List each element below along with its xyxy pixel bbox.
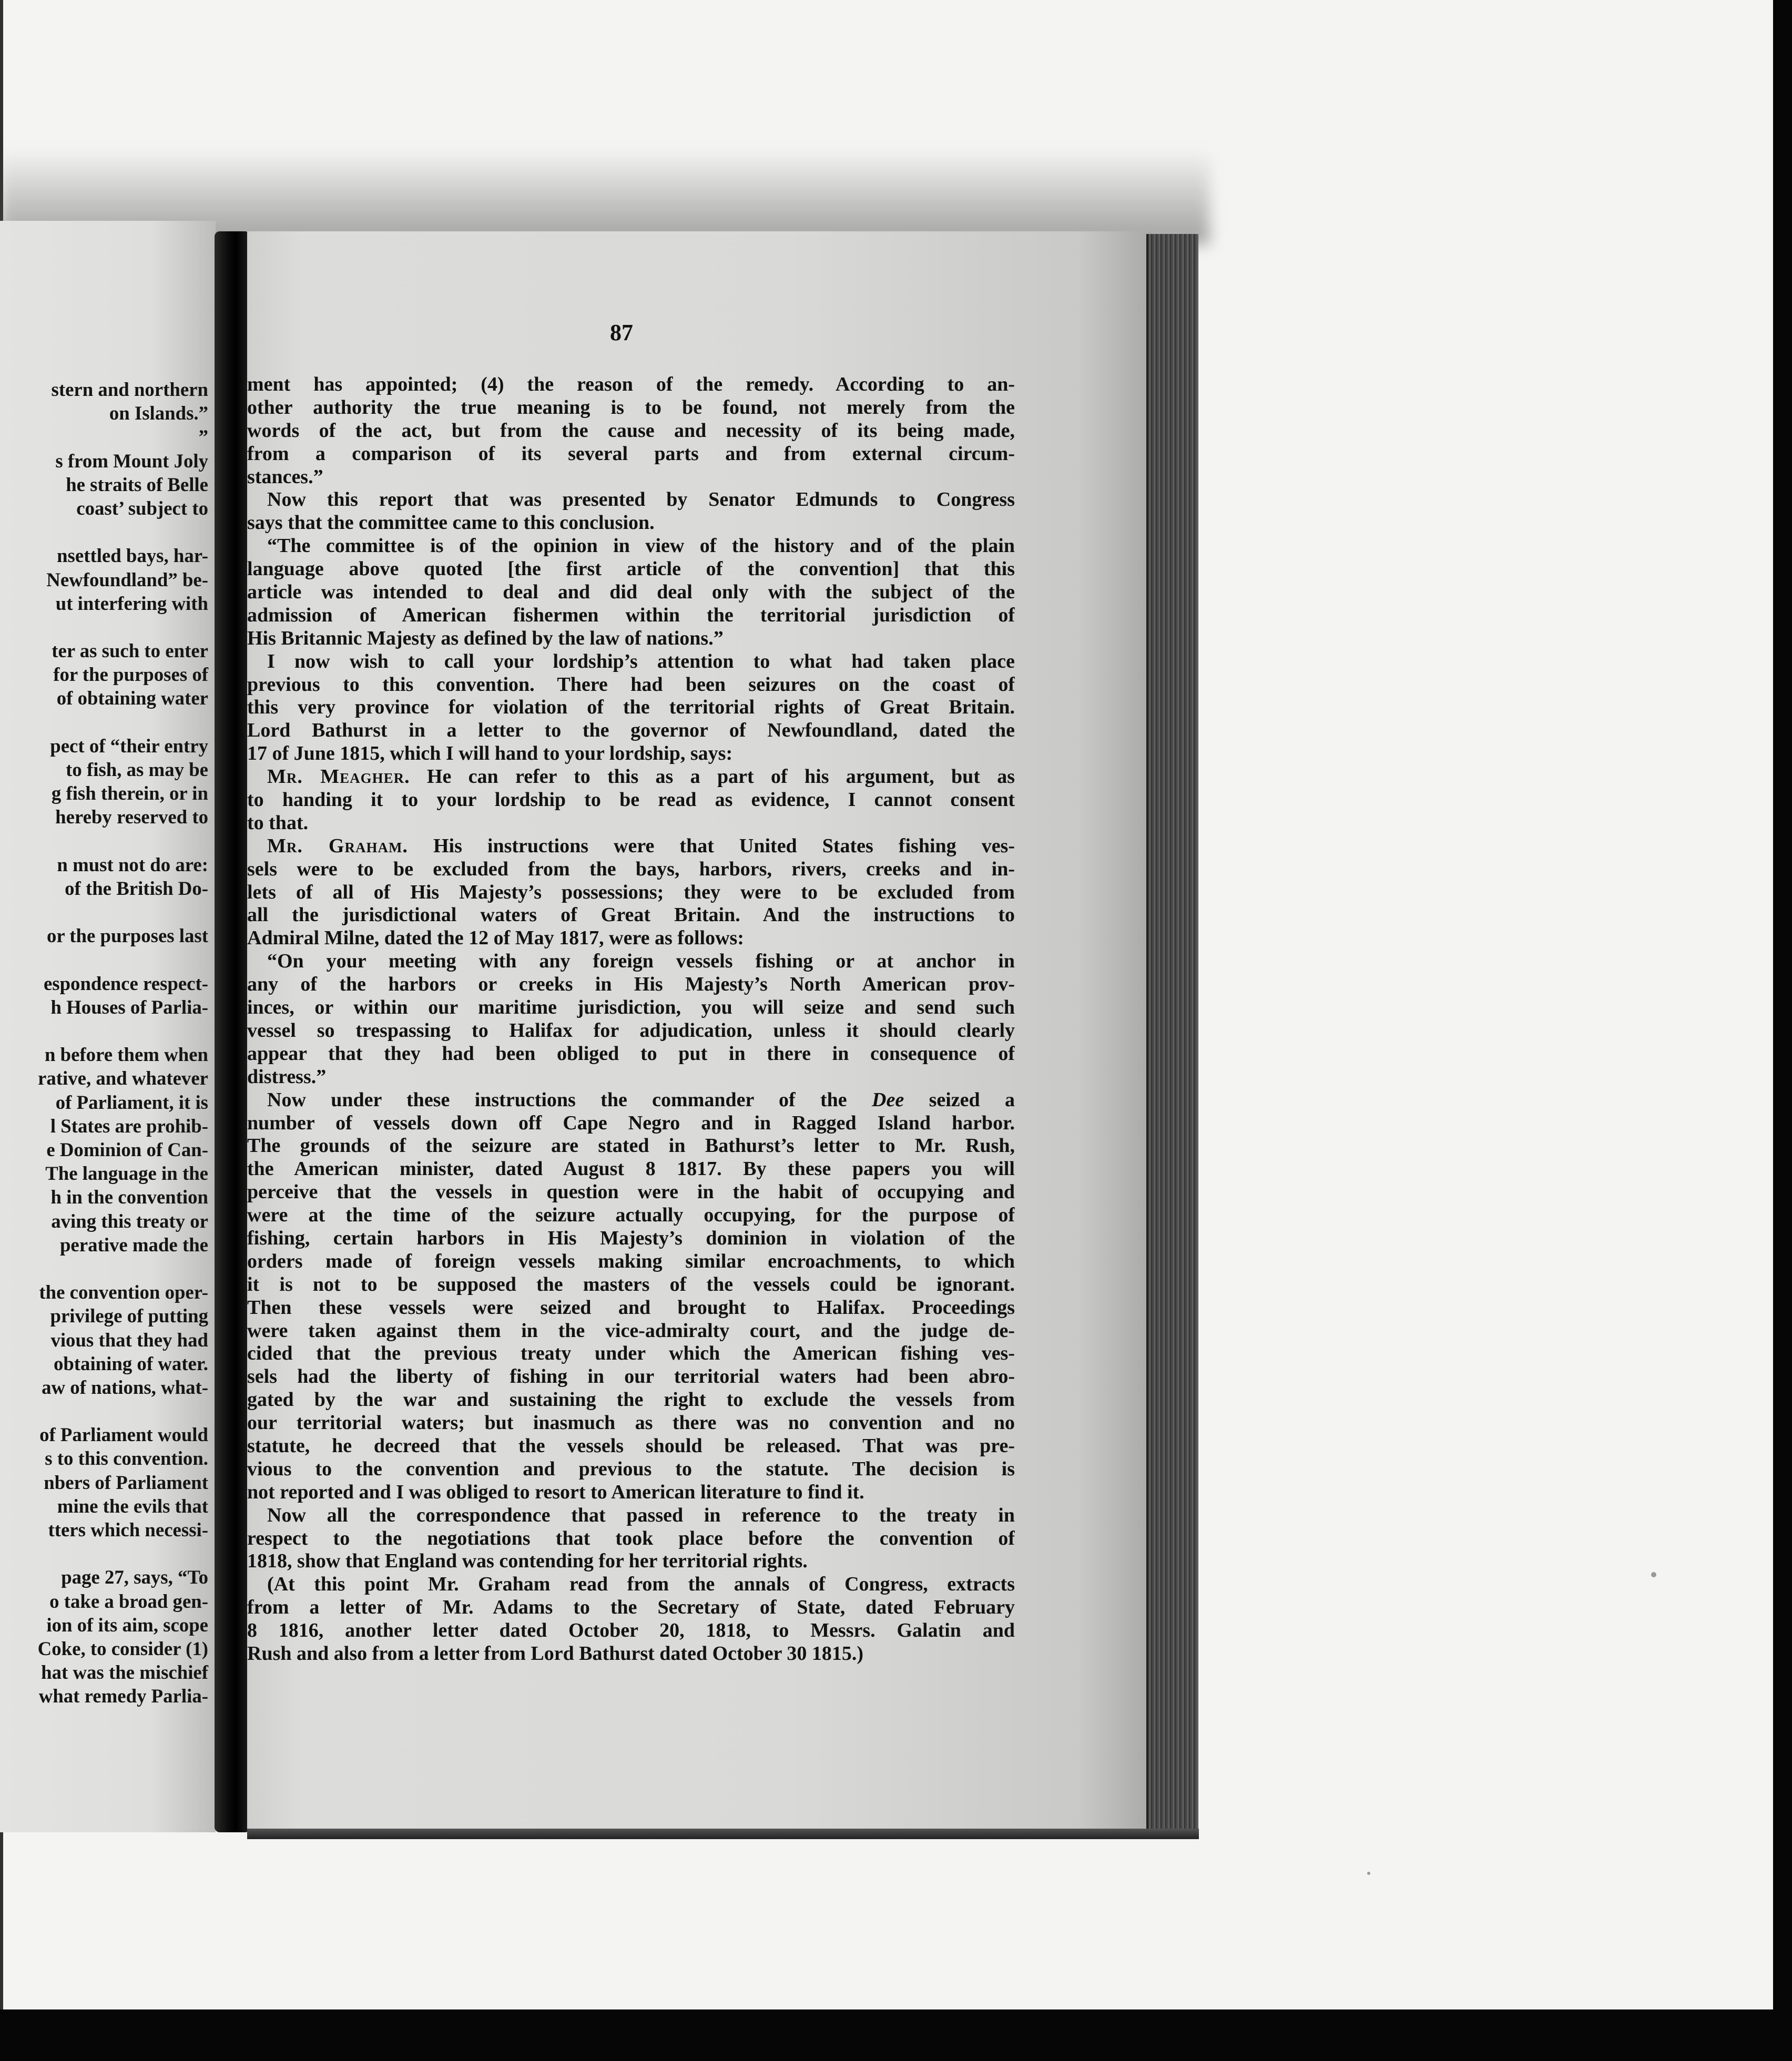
left-fragment-line: vious that they had bbox=[50, 1329, 208, 1351]
left-fragment-line: l States are prohib- bbox=[50, 1115, 208, 1137]
left-fragment-line: Newfoundland” be- bbox=[46, 568, 208, 590]
left-fragment-line bbox=[0, 1257, 208, 1280]
left-fragment-line: of obtaining water bbox=[56, 687, 208, 709]
text-line: orders made of foreign vessels making similar encroachments, to which bbox=[247, 1250, 1015, 1272]
left-fragment-line: hat was the mischief bbox=[41, 1661, 208, 1684]
text-line: 1818, show that England was contending for her territorial rights. bbox=[247, 1550, 808, 1573]
text-line: to that. bbox=[247, 811, 309, 834]
text-line: to handing it to your lordship to be read as evidence, I cannot consent bbox=[247, 789, 1015, 811]
text-run: seized a bbox=[904, 1088, 1015, 1111]
right-page-text bbox=[247, 373, 1015, 1666]
text-line: The grounds of the seizure are stated in Bathurst’s letter to Mr. Rush, bbox=[247, 1135, 1015, 1157]
text-line: other authority the true meaning is to be found, not merely from the bbox=[247, 396, 1015, 419]
left-fragment-line: ion of its aim, scope bbox=[46, 1614, 208, 1636]
text-line: (At this point Mr. Graham read from the annals of Congress, extracts bbox=[267, 1573, 1015, 1596]
speech-text: He can refer to this as a part of his argument, but as bbox=[410, 766, 1015, 788]
film-border-right bbox=[1773, 0, 1792, 2061]
left-fragment-line: Coke, to consider (1) bbox=[37, 1637, 208, 1659]
left-fragment-line: he straits of Belle bbox=[66, 473, 208, 495]
text-line: were at the time of the seizure actually occupying, for the purpose of bbox=[247, 1204, 1015, 1227]
text-line: sels had the liberty of fishing in our territorial waters had been abro- bbox=[247, 1365, 1015, 1388]
left-fragment-line: mine the evils that bbox=[57, 1495, 208, 1517]
text-line: were taken against them in the vice-admiralty court, and the judge de- bbox=[247, 1319, 1015, 1342]
text-run: Now under these instructions the commander of the bbox=[267, 1088, 872, 1111]
text-line: ment has appointed; (4) the reason of the remedy. According to an- bbox=[247, 373, 1015, 395]
left-fragment-line: hereby reserved to bbox=[55, 806, 208, 828]
left-fragment-line: h Houses of Parlia- bbox=[50, 996, 208, 1018]
left-fragment-line: stern and northern bbox=[51, 379, 208, 400]
text-line: vessel so trespassing to Halifax for adjudication, unless it should clearly bbox=[247, 1019, 1015, 1042]
text-line: not reported and I was obliged to resort to American literature to find it. bbox=[247, 1481, 864, 1503]
left-fragment-line bbox=[0, 615, 208, 639]
text-line: Now this report that was presented by Senator Edmunds to Congress bbox=[267, 488, 1015, 511]
left-fragment-line: nsettled bays, har- bbox=[57, 545, 208, 567]
text-line: says that the committee came to this conclusion. bbox=[247, 512, 655, 534]
page-edges-right bbox=[1146, 234, 1198, 1832]
text-line: words of the act, but from the cause and necessity of its being made, bbox=[247, 419, 1015, 442]
text-line: 8 1816, another letter dated October 20, 1818, to Messrs. Galatin and bbox=[247, 1619, 1015, 1642]
text-line bbox=[247, 835, 1015, 858]
left-fragment-line: ” bbox=[198, 426, 208, 448]
left-fragment-line bbox=[0, 829, 208, 853]
left-fragment-line: n must not do are: bbox=[57, 853, 208, 875]
book-gutter bbox=[215, 231, 250, 1832]
speaker-name: Mr. Meagher. bbox=[267, 766, 410, 788]
text-line: lets of all of His Majesty’s possessions; they were to be excluded from bbox=[247, 881, 1015, 903]
left-fragment-line: The language in the bbox=[45, 1162, 208, 1185]
left-fragment-line bbox=[0, 1542, 208, 1565]
text-line: admission of American fishermen within the territorial jurisdiction of bbox=[247, 604, 1015, 626]
left-fragment-line: pect of “their entry bbox=[50, 734, 208, 757]
text-line: inces, or within our maritime jurisdiction, you will seize and send such bbox=[247, 996, 1015, 1019]
left-fragment-line: nbers of Parliament bbox=[44, 1471, 208, 1493]
text-line: “On your meeting with any foreign vessels fishing or at anchor in bbox=[267, 950, 1015, 973]
film-speck bbox=[1651, 1572, 1656, 1577]
left-fragment-line: perative made the bbox=[59, 1233, 208, 1256]
left-fragment-line: coast’ subject to bbox=[76, 497, 208, 519]
left-fragment-line: of Parliament would bbox=[39, 1424, 208, 1446]
text-line: fishing, certain harbors in His Majesty’s dominion in violation of the bbox=[247, 1227, 1015, 1249]
left-fragment-line: rative, and whatever bbox=[38, 1067, 208, 1089]
text-line: from a letter of Mr. Adams to the Secretary of State, dated February bbox=[247, 1596, 1015, 1619]
left-fragment-line: of the British Do- bbox=[65, 877, 208, 899]
text-line: the American minister, dated August 8 1817. By these papers you will bbox=[247, 1158, 1015, 1180]
page-number: 87 bbox=[610, 320, 633, 345]
text-line: our territorial waters; but inasmuch as there was no convention and no bbox=[247, 1412, 1015, 1434]
left-fragment-line bbox=[0, 710, 208, 734]
text-line: Then these vessels were seized and brought to Halifax. Proceedings bbox=[247, 1296, 1015, 1319]
left-fragment-line: for the purposes of bbox=[53, 664, 208, 686]
ship-name: Dee bbox=[872, 1088, 904, 1111]
text-line: all the jurisdictional waters of Great Britain. And the instructions to bbox=[247, 904, 1015, 926]
text-line: this very province for violation of the territorial rights of Great Britain. bbox=[247, 696, 1015, 719]
left-fragment-line: espondence respect- bbox=[43, 972, 208, 994]
left-fragment-line bbox=[0, 1019, 208, 1043]
text-line: Rush and also from a letter from Lord Bathurst dated October 30 1815.) bbox=[247, 1642, 863, 1665]
left-fragment-line: privilege of putting bbox=[50, 1305, 208, 1327]
text-line: sels were to be excluded from the bays, harbors, rivers, creeks and in- bbox=[247, 858, 1015, 880]
text-line: any of the harbors or creeks in His Majesty’s North American prov- bbox=[247, 973, 1015, 996]
text-line: distress.” bbox=[247, 1065, 327, 1088]
page-edges-bottom bbox=[247, 1829, 1199, 1839]
text-line: article was intended to deal and did deal only with the subject of the bbox=[247, 581, 1015, 604]
left-fragment-line: n before them when bbox=[44, 1044, 208, 1066]
left-page-text-fragment bbox=[0, 377, 208, 1708]
left-fragment-line: tters which necessi- bbox=[48, 1519, 208, 1540]
left-fragment-line: o take a broad gen- bbox=[49, 1590, 208, 1612]
text-line: previous to this convention. There had been seizures on the coast of bbox=[247, 673, 1015, 696]
text-line: appear that they had been obliged to put in there in consequence of bbox=[247, 1042, 1015, 1065]
left-fragment-line bbox=[0, 520, 208, 544]
text-line: respect to the negotiations that took place before the convention of bbox=[247, 1527, 1015, 1549]
left-fragment-line: h in the convention bbox=[50, 1186, 208, 1208]
left-fragment-line: e Dominion of Can- bbox=[46, 1139, 208, 1160]
left-fragment-line: what remedy Parlia- bbox=[38, 1685, 208, 1707]
speaker-name: Mr. Graham. bbox=[267, 834, 408, 857]
text-line: stances.” bbox=[247, 465, 323, 488]
text-line bbox=[247, 1089, 1015, 1112]
text-line: statute, he decreed that the vessels should be released. That was pre- bbox=[247, 1434, 1015, 1457]
film-border-bottom bbox=[0, 2009, 1792, 2061]
left-fragment-line: of Parliament, it is bbox=[55, 1091, 208, 1113]
left-fragment-line: or the purposes last bbox=[46, 925, 208, 947]
left-fragment-line bbox=[0, 948, 208, 972]
text-line: number of vessels down off Cape Negro and in Ragged Island harbor. bbox=[247, 1111, 1015, 1134]
left-fragment-line: aving this treaty or bbox=[51, 1210, 208, 1232]
left-fragment-line: obtaining of water. bbox=[53, 1352, 208, 1374]
text-line: 17 of June 1815, which I will hand to your lordship, says: bbox=[247, 742, 733, 765]
text-line: gated by the war and sustaining the right to exclude the vessels from bbox=[247, 1389, 1015, 1411]
text-line: from a comparison of its several parts and from external circum- bbox=[247, 442, 1015, 465]
text-line: Lord Bathurst in a letter to the governor of Newfoundland, dated the bbox=[247, 719, 1015, 742]
left-fragment-line: s from Mount Joly bbox=[55, 450, 208, 472]
left-fragment-line: ter as such to enter bbox=[52, 640, 208, 662]
speech-text: His instructions were that United States fishing ves- bbox=[408, 834, 1015, 857]
left-fragment-line: g fish therein, or in bbox=[51, 782, 208, 804]
text-line: His Britannic Majesty as defined by the law of nations.” bbox=[247, 627, 724, 649]
left-fragment-line: s to this convention. bbox=[45, 1447, 208, 1470]
left-fragment-line: page 27, says, “To bbox=[61, 1566, 208, 1588]
text-line: I now wish to call your lordship’s attention to what had taken place bbox=[267, 650, 1015, 672]
text-line: perceive that the vessels in question were in the habit of occupying and bbox=[247, 1181, 1015, 1203]
text-line: cided that the previous treaty under which the American fishing ves- bbox=[247, 1342, 1015, 1365]
film-speck bbox=[1367, 1872, 1370, 1875]
text-line: it is not to be supposed the masters of the vessels could be ignorant. bbox=[247, 1273, 1015, 1295]
text-line: Now all the correspondence that passed in reference to the treaty in bbox=[267, 1504, 1015, 1526]
text-line: vious to the convention and previous to the statute. The decision is bbox=[247, 1457, 1015, 1480]
left-fragment-line bbox=[0, 1399, 208, 1423]
left-fragment-line: aw of nations, what- bbox=[42, 1376, 208, 1398]
left-fragment-line: to fish, as may be bbox=[66, 759, 208, 780]
left-fragment-line: ut interfering with bbox=[55, 592, 208, 614]
text-line: language above quoted [the first article of the convention] that this bbox=[247, 558, 1015, 580]
text-line bbox=[247, 766, 1015, 789]
left-fragment-line bbox=[0, 900, 208, 924]
left-fragment-line: on Islands.” bbox=[109, 402, 208, 424]
left-fragment-line: the convention oper- bbox=[39, 1281, 208, 1303]
text-line: Admiral Milne, dated the 12 of May 1817, were as follows: bbox=[247, 927, 744, 950]
text-line: “The committee is of the opinion in view of the history and of the plain bbox=[267, 535, 1015, 557]
